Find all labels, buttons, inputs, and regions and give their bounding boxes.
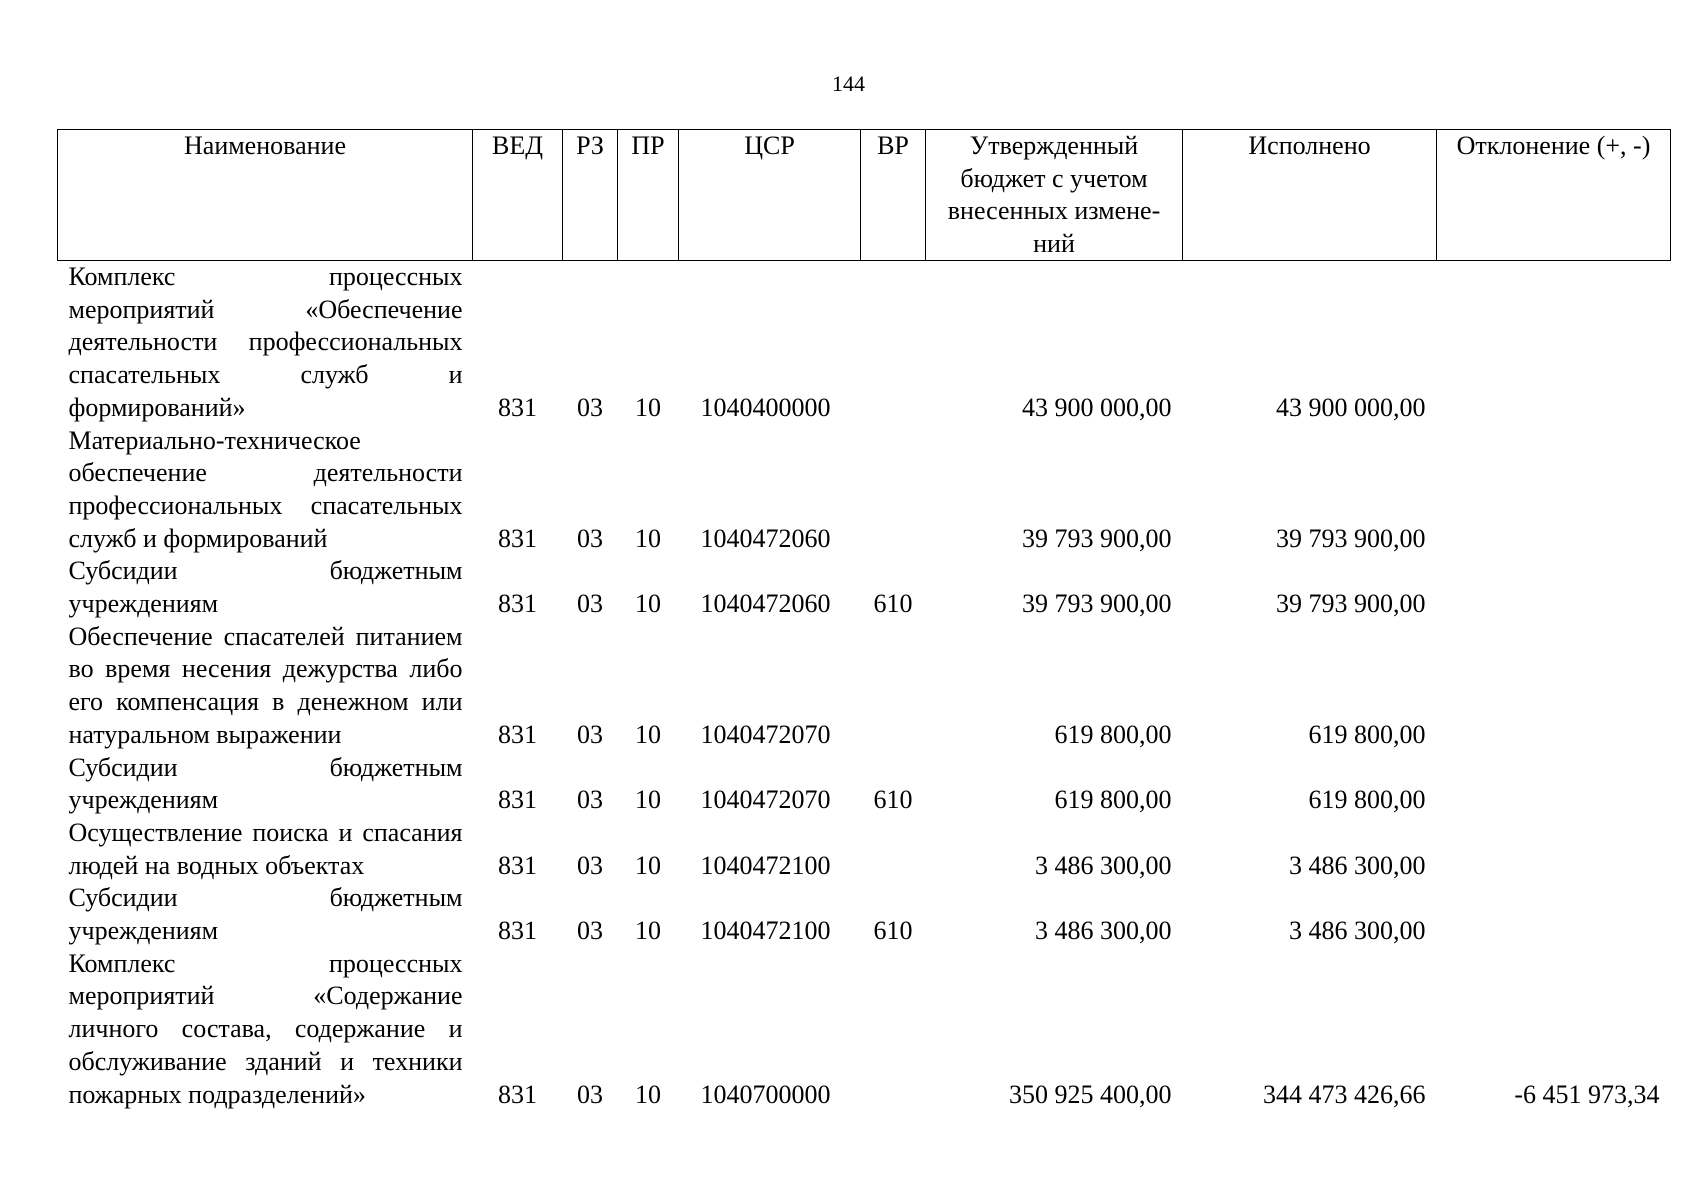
row-approved-cell: 350 925 400,00 (1009, 1079, 1172, 1109)
row-csr-cell: 1040472070 (700, 719, 831, 749)
row-ved-cell: 831 (498, 589, 537, 619)
table-row (58, 752, 1671, 817)
row-vr-cell: 610 (873, 916, 913, 946)
row-rz-cell: 03 (577, 916, 603, 946)
row-csr-cell: 1040700000 (700, 1079, 831, 1109)
row-name-cell: Комплекс процессных мероприятий «Обеспечение деятельности профессиональных спасательных служб и формирований» (68, 262, 463, 422)
row-ved-cell: 831 (498, 1079, 537, 1109)
row-pr-cell: 10 (635, 523, 661, 553)
table-row (58, 261, 1671, 425)
row-pr-cell: 10 (635, 850, 661, 880)
row-executed-cell: 619 800,00 (1308, 785, 1426, 815)
row-rz-cell: 03 (577, 719, 603, 749)
header-executed: Исполнено (1183, 130, 1437, 261)
row-name-cell: Обеспечение спасателей питанием во время несения дежурства либо его компенсация в денежном или натуральном выражении (68, 621, 463, 749)
header-approved-budget: Утвержденный бюджет с учетом внесенных измене-ний (926, 130, 1183, 261)
row-deviation-cell (1437, 425, 1671, 556)
header-name: Наименование (58, 130, 473, 261)
row-name-cell: Комплекс процессных мероприятий «Содержание личного состава, содержание и обслуживание зданий и техники пожарных подразделений» (68, 948, 463, 1109)
row-executed-cell: 344 473 426,66 (1263, 1079, 1426, 1109)
row-executed-cell: 619 800,00 (1308, 719, 1426, 749)
row-deviation-cell (1437, 555, 1671, 620)
row-rz-cell: 03 (577, 785, 603, 815)
row-csr-cell: 1040472100 (700, 916, 831, 946)
header-vr: ВР (861, 130, 926, 261)
table-row (58, 882, 1671, 947)
row-csr-cell: 1040472100 (700, 850, 831, 880)
row-rz-cell: 03 (577, 392, 603, 422)
page-number: 144 (832, 71, 865, 96)
row-vr-cell: 610 (873, 785, 913, 815)
row-approved-cell: 3 486 300,00 (1035, 916, 1172, 946)
header-ved: ВЕД (473, 130, 563, 261)
table-header (58, 130, 1671, 261)
row-ved-cell: 831 (498, 719, 537, 749)
row-executed-cell: 43 900 000,00 (1276, 392, 1426, 422)
row-executed-cell: 3 486 300,00 (1289, 916, 1426, 946)
header-csr: ЦСР (679, 130, 861, 261)
header-rz: РЗ (563, 130, 618, 261)
table-row (58, 948, 1671, 1112)
table-row (58, 621, 1671, 752)
row-name-cell: Субсидии бюджетным учреждениям (68, 556, 463, 619)
row-rz-cell: 03 (577, 850, 603, 880)
table-row (58, 555, 1671, 620)
row-executed-cell: 3 486 300,00 (1289, 850, 1426, 880)
row-pr-cell: 10 (635, 589, 661, 619)
row-vr-cell (861, 425, 926, 556)
row-rz-cell: 03 (577, 1079, 603, 1109)
row-ved-cell: 831 (498, 850, 537, 880)
row-ved-cell: 831 (498, 392, 537, 422)
row-deviation-cell (1437, 882, 1671, 947)
row-rz-cell: 03 (577, 589, 603, 619)
row-vr-cell (861, 261, 926, 425)
row-deviation-cell (1437, 817, 1671, 882)
row-pr-cell: 10 (635, 916, 661, 946)
row-executed-cell: 39 793 900,00 (1276, 589, 1426, 619)
row-ved-cell: 831 (498, 523, 537, 553)
row-ved-cell: 831 (498, 916, 537, 946)
header-row (58, 130, 1671, 261)
row-approved-cell: 619 800,00 (1054, 719, 1172, 749)
row-name-cell: Материально-техническое обеспечение деятельности профессиональных спасательных служб и формирований (68, 425, 463, 553)
row-csr-cell: 1040472060 (700, 589, 831, 619)
row-approved-cell: 43 900 000,00 (1022, 392, 1172, 422)
row-csr-cell: 1040472070 (700, 785, 831, 815)
row-vr-cell (861, 817, 926, 882)
row-deviation-cell (1437, 752, 1671, 817)
row-vr-cell (861, 948, 926, 1112)
row-executed-cell: 39 793 900,00 (1276, 523, 1426, 553)
row-rz-cell: 03 (577, 523, 603, 553)
row-pr-cell: 10 (635, 719, 661, 749)
row-name-cell: Субсидии бюджетным учреждениям (68, 883, 463, 946)
header-pr: ПР (618, 130, 679, 261)
row-approved-cell: 39 793 900,00 (1022, 523, 1172, 553)
row-approved-cell: 3 486 300,00 (1035, 850, 1172, 880)
row-deviation-cell: -6 451 973,34 (1514, 1079, 1660, 1109)
row-deviation-cell (1437, 621, 1671, 752)
budget-execution-table (57, 129, 1671, 1111)
row-pr-cell: 10 (635, 785, 661, 815)
row-pr-cell: 10 (635, 1079, 661, 1109)
table-body (58, 261, 1671, 1112)
row-csr-cell: 1040472060 (700, 523, 831, 553)
row-deviation-cell (1437, 261, 1671, 425)
row-vr-cell (861, 621, 926, 752)
table-row (58, 425, 1671, 556)
table-row (58, 817, 1671, 882)
row-csr-cell: 1040400000 (700, 392, 831, 422)
row-pr-cell: 10 (635, 392, 661, 422)
row-name-cell: Субсидии бюджетным учреждениям (68, 752, 463, 815)
row-approved-cell: 39 793 900,00 (1022, 589, 1172, 619)
row-vr-cell: 610 (873, 589, 913, 619)
row-name-cell: Осуществление поиска и спасания людей на водных объектах (68, 817, 463, 880)
header-deviation: Отклонение (+, -) (1437, 130, 1671, 261)
row-ved-cell: 831 (498, 785, 537, 815)
row-approved-cell: 619 800,00 (1054, 785, 1172, 815)
